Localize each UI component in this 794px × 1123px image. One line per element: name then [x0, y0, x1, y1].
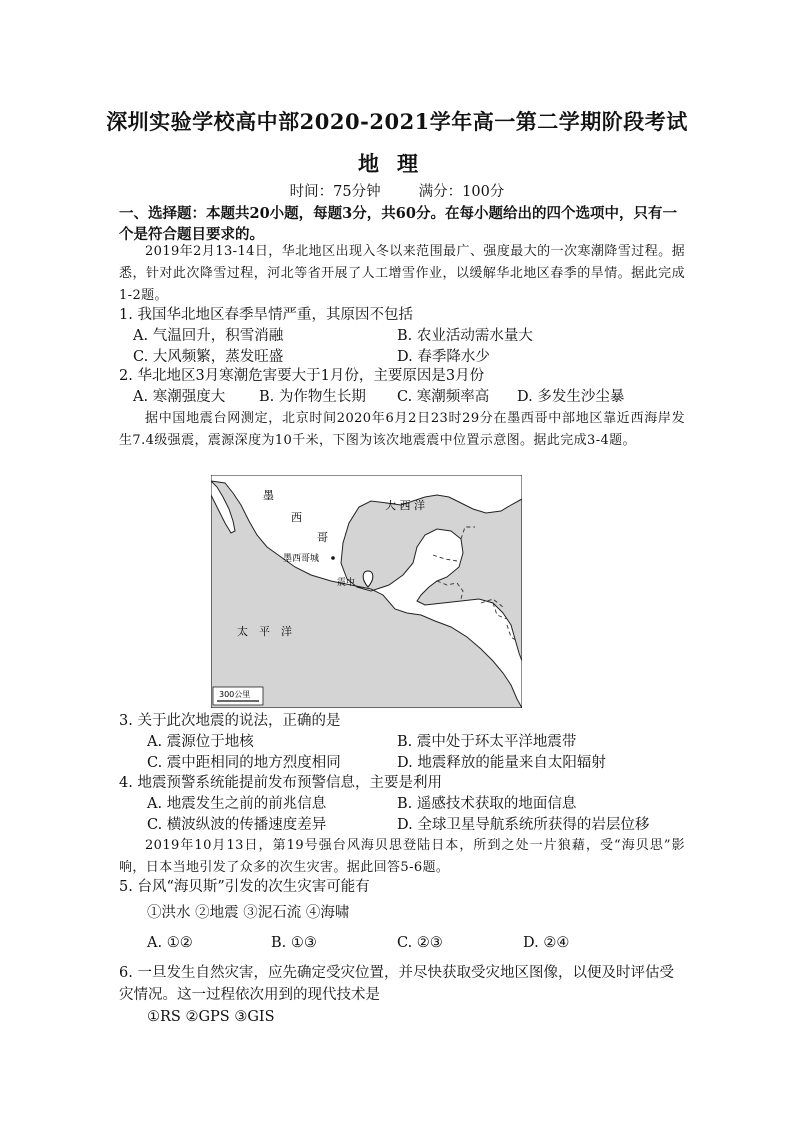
q4-option-a: A. 地震发生之前的前兆信息 — [147, 796, 327, 812]
q1-option-b: B. 农业活动需水量大 — [397, 328, 533, 344]
question-6-stem: 6. 一旦发生自然灾害，应先确定受灾位置，并尽快获取受灾地区图像，以便及时评估受灾情况。这一过程依次用到的现代技术是 — [119, 965, 674, 1003]
label-mexico-2: 西 — [291, 511, 302, 524]
exam-meta — [0, 180, 794, 201]
q4-option-b: B. 遥感技术获取的地面信息 — [397, 796, 577, 812]
q2-option-a: A. 寒潮强度大 — [133, 389, 226, 405]
question-3 — [119, 711, 685, 774]
q2-option-d: D. 多发生沙尘暴 — [517, 389, 625, 405]
question-1-stem: 1. 我国华北地区春季旱情严重，其原因不包括 — [119, 307, 413, 323]
exam-score: 满分：100分 — [418, 184, 505, 200]
question-4-stem: 4. 地震预警系统能提前发布预警信息，主要是利用 — [119, 775, 442, 791]
exam-title: 深圳实验学校高中部2020-2021学年高一第二学期阶段考试 — [106, 109, 688, 134]
label-mexico-3: 哥 — [317, 531, 328, 544]
q5-option-b: B. ①③ — [271, 935, 317, 951]
question-4 — [119, 773, 685, 836]
q5-option-d: D. ②④ — [523, 935, 570, 951]
q4-option-d: D. 全球卫星导航系统所获得的岩层位移 — [397, 817, 650, 833]
q1-option-c: C. 大风频繁，蒸发旺盛 — [133, 349, 284, 365]
q5-items: ①洪水 ②地震 ③泥石流 ④海啸 — [147, 905, 350, 921]
q1-option-d: D. 春季降水少 — [397, 349, 490, 365]
q2-option-b: B. 为作物生长期 — [259, 389, 366, 405]
passage-3: 2019年10月13日，第19号强台风海贝思登陆日本，所到之处一片狼藉，受“海贝思”影响，日本当地引发了众多的次生灾害。据此回答5-6题。 — [119, 838, 685, 875]
q3-option-d: D. 地震释放的能量来自太阳辐射 — [397, 755, 606, 771]
q3-option-b: B. 震中处于环太平洋地震带 — [397, 734, 577, 750]
q5-option-a: A. ①② — [147, 935, 193, 951]
question-5 — [119, 877, 685, 954]
section-heading: 一、选择题：本题共20小题，每题3分，共60分。在每小题给出的四个选项中，只有一个是符合题目要求的。 — [119, 205, 677, 243]
question-2-stem: 2. 华北地区3月寒潮危害要大于1月份，主要原因是3月份 — [119, 368, 485, 384]
label-epicenter: 震中 — [337, 578, 356, 588]
q6-items: ①RS ②GPS ③GIS — [147, 1009, 275, 1025]
q3-option-c: C. 震中距相同的地方烈度相同 — [147, 755, 341, 771]
question-1 — [119, 305, 685, 368]
label-atlantic: 大 西 洋 — [385, 499, 425, 512]
subject-title: 地理 — [358, 151, 436, 176]
question-2 — [119, 366, 685, 408]
label-pacific: 太 平 洋 — [237, 625, 292, 638]
question-5-stem: 5. 台风“海贝斯”引发的次生灾害可能有 — [119, 879, 370, 895]
question-6 — [119, 962, 685, 1028]
exam-time: 时间：75分钟 — [289, 184, 381, 200]
q4-option-c: C. 横波纵波的传播速度差异 — [147, 817, 327, 833]
q5-option-c: C. ②③ — [397, 935, 443, 951]
capital-dot — [331, 556, 335, 560]
epicenter-map — [211, 475, 522, 708]
q3-option-a: A. 震源位于地核 — [147, 734, 254, 750]
q1-option-a: A. 气温回升，积雪消融 — [133, 328, 284, 344]
passage-1: 2019年2月13-14日，华北地区出现入冬以来范围最广、强度最大的一次寒潮降雪过程。据悉，针对此次降雪过程，河北等省开展了人工增雪作业，以缓解华北地区春季的旱情。据此完成1-2题。 — [119, 244, 685, 303]
label-mexico-1: 墨 — [263, 489, 274, 502]
q2-option-c: C. 寒潮频率高 — [397, 389, 490, 405]
passage-2: 据中国地震台网测定，北京时间2020年6月2日23时29分在墨西哥中部地区靠近西海岸发生7.4级强震，震源深度为10千米，下图为该次地震震中位置示意图。据此完成3-4题。 — [119, 411, 685, 448]
scale-label: 300公里 — [219, 690, 251, 699]
question-3-stem: 3. 关于此次地震的说法，正确的是 — [119, 713, 341, 729]
label-mexico-city: 墨西哥城 — [283, 554, 320, 564]
